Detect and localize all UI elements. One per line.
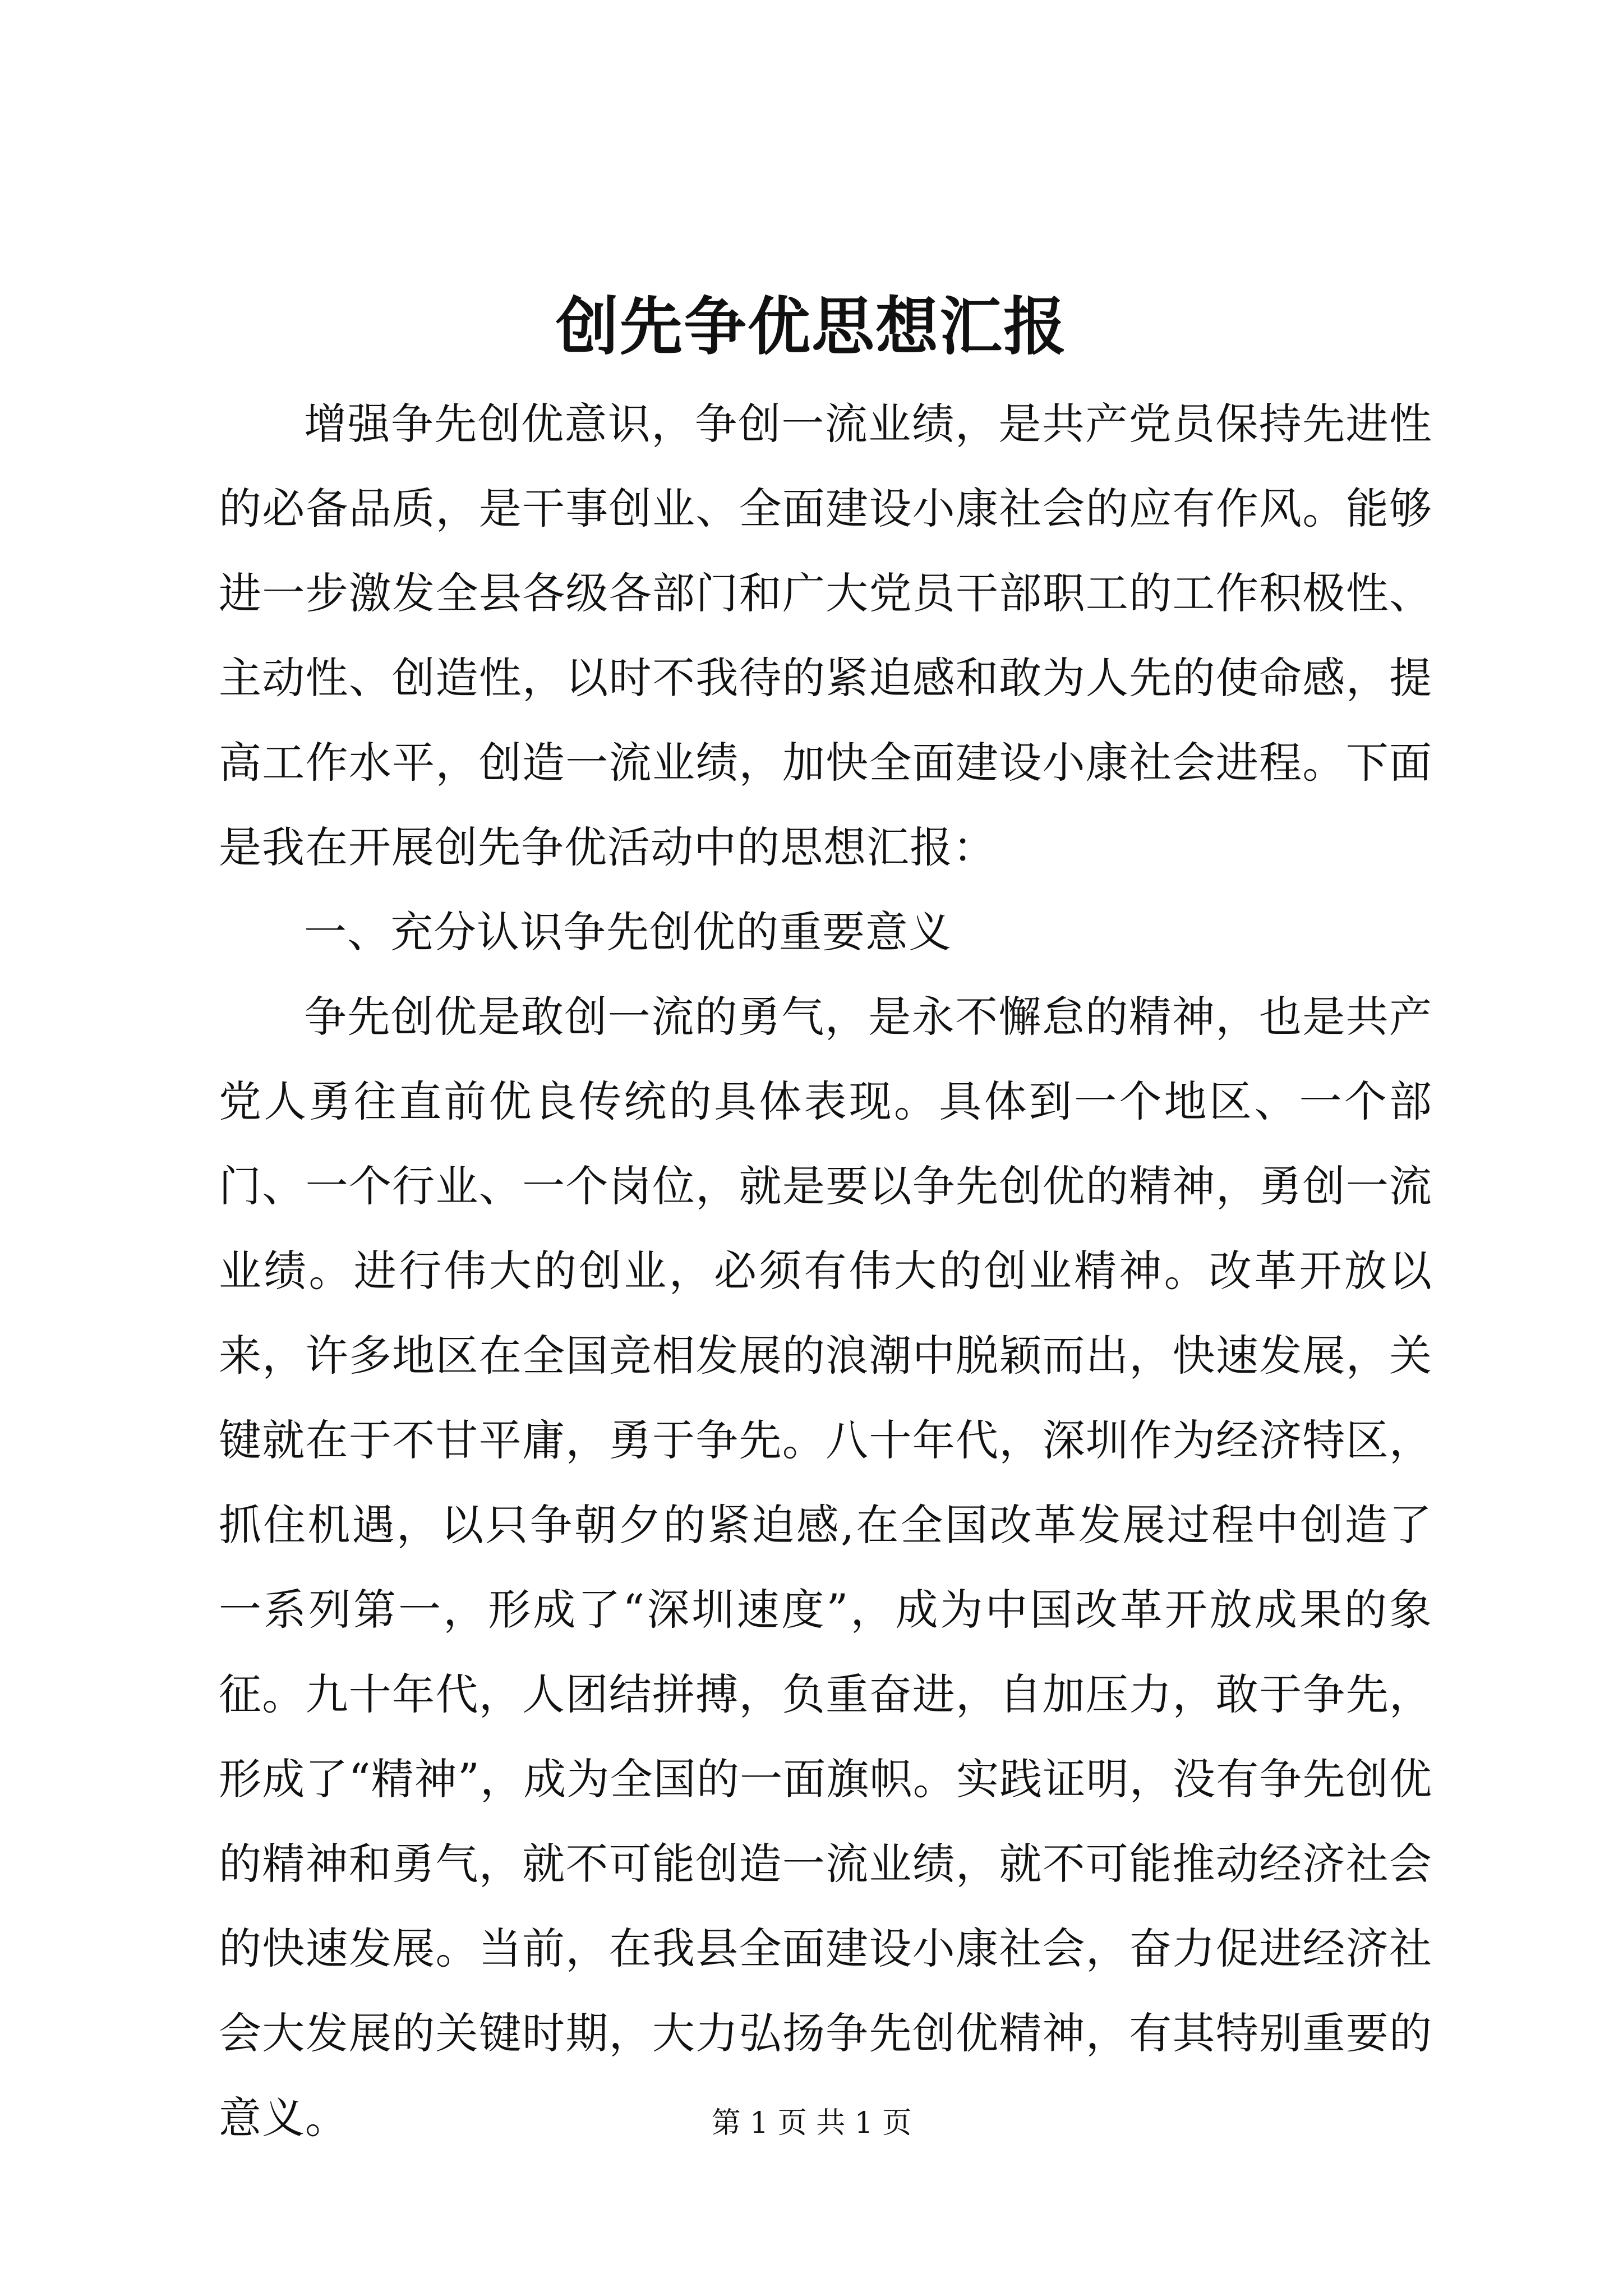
document-body	[219, 381, 1432, 2160]
body-paragraph: 争先创优是敢创一流的勇气，是永不懈怠的精神，也是共产党人勇往直前优良传统的具体表现。具体到一个地区、一个部门、一个行业、一个岗位，就是要以争先创优的精神，勇创一流业绩。进行伟大的创业，必须有伟大的创业精神。改革开放以来，许多地区在全国竞相发展的浪潮中脱颖而出，快速发展，关键就在于不甘平庸，勇于争先。八十年代，深圳作为经济特区，抓住机遇，以只争朝夕的紧迫感,在全国改革发展过程中创造了一系列第一，形成了“深圳速度”，成为中国改革开放成果的象征。九十年代，人团结拼搏，负重奋进，自加压力，敢于争先，形成了“精神”，成为全国的一面旗帜。实践证明，没有争先创优的精神和勇气，就不可能创造一流业绩，就不可能推动经济社会的快速发展。当前，在我县全面建设小康社会，奋力促进经济社会大发展的关键时期，大力弘扬争先创优精神，有其特别重要的意义。	[219, 992, 1432, 2143]
section-heading: 一、充分认识争先创优的重要意义	[304, 907, 952, 957]
page-number-footer: 第 1 页 共 1 页	[711, 2106, 912, 2140]
intro-paragraph: 增强争先创优意识，争创一流业绩，是共产党员保持先进性的必备品质，是干事创业、全面建设小康社会的应有作风。能够进一步激发全县各级各部门和广大党员干部职工的工作积极性、主动性、创造性，以时不我待的紧迫感和敢为人先的使命感，提高工作水平，创造一流业绩，加快全面建设小康社会进程。下面是我在开展创先争优活动中的思想汇报：	[219, 399, 1432, 872]
document-title: 创先争优思想汇报	[556, 290, 1067, 364]
